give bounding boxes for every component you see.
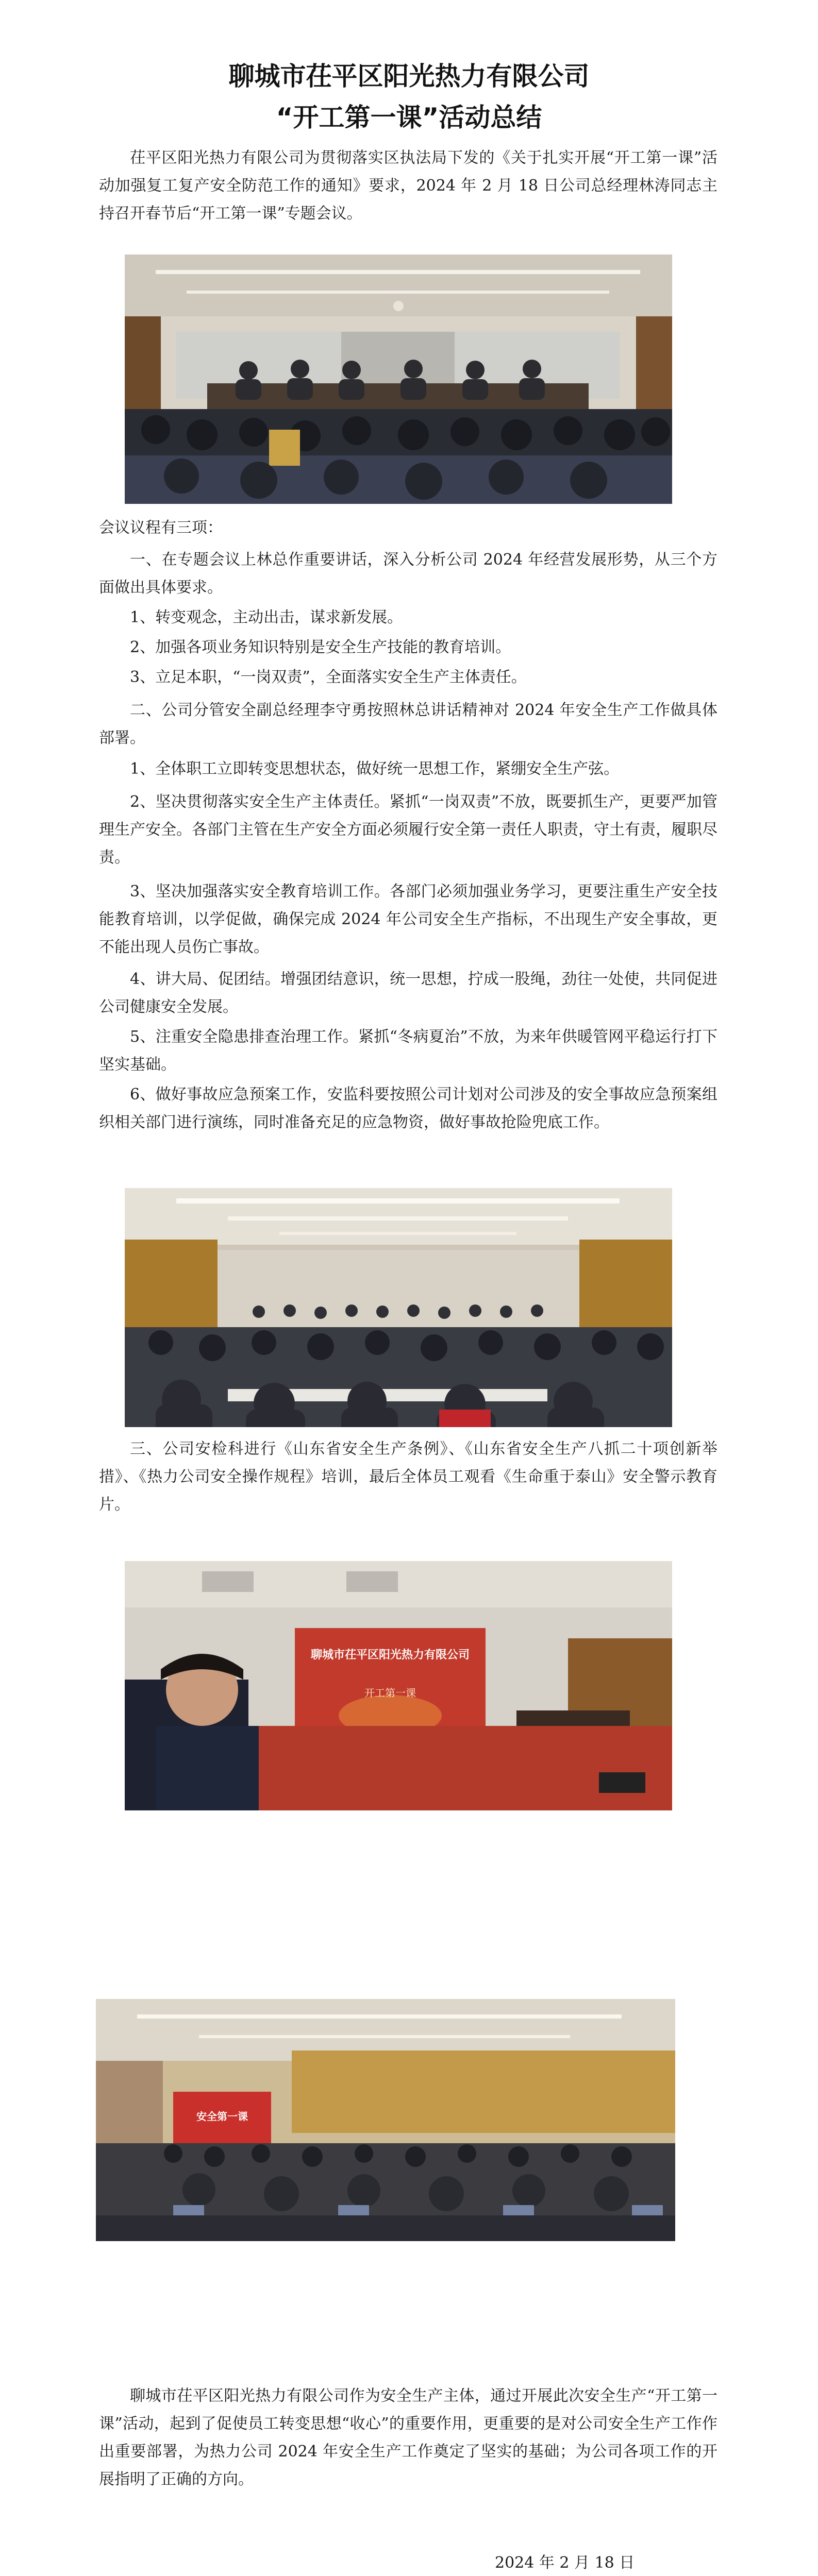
section-2-item-6: 6、做好事故应急预案工作，安监科要按照公司计划对公司涉及的安全事故应急预案组织相关部门进行演练，同时准备充足的应急物资，做好事故抢险兜底工作。 [99,1086,717,1131]
section-1-item-3: 3、立足本职，“一岗双责”，全面落实安全生产主体责任。 [130,668,527,686]
section-2-item-4: 4、讲大局、促团结。增强团结意识，统一思想，拧成一股绳，劲往一处使，共同促进公司健康安全发展。 [99,970,717,1016]
agenda-line: 会议议程有三项： [99,519,223,537]
screen-text: 安全第一课 [196,2110,248,2123]
section-1-item-2: 2、加强各项业务知识特别是安全生产技能的教育培训。 [130,638,511,656]
meeting-photo-2 [125,1188,672,1427]
conclusion-paragraph: 聊城市茌平区阳光热力有限公司作为安全生产主体，通过开展此次安全生产“开工第一课”活动，起到了促使员工转变思想“收心”的重要作用，更重要的是对公司安全生产工作作出重要部署，为热力公司 2024 年安全生产工作奠定了坚实的基础；为公司各项工作的开展指明了正确的方向。 [99,2387,717,2488]
section-1-item-1: 1、转变观念，主动出击，谋求新发展。 [130,608,403,626]
section-2-item-2: 2、坚决贯彻落实安全生产主体责任。紧抓“一岗双责”不放，既要抓生产，更要严加管理生产安全。各部门主管在生产安全方面必须履行安全第一责任人职责，守土有责，履职尽责。 [99,793,717,867]
document-title-line1: 聊城市茌平区阳光热力有限公司 [228,61,590,91]
meeting-photo-1 [125,255,672,504]
meeting-photo-3 [125,1561,672,1810]
section-2-item-3: 3、坚决加强落实安全教育培训工作。各部门必须加强业务学习，更要注重生产安全技能教育培训，以学促做，确保完成 2024 年公司安全生产指标，不出现生产安全事故，更不能出现人员伤亡事故。 [99,883,717,956]
document-date: 2024 年 2 月 18 日 [495,2554,635,2572]
slide-subtitle: 开工第一课 [364,1687,416,1699]
section-2-item-1: 1、全体职工立即转变思想状态，做好统一思想工作，紧绷安全生产弦。 [130,760,620,778]
meeting-photo-4 [96,1999,675,2241]
slide-company-name: 聊城市茌平区阳光热力有限公司 [310,1649,470,1662]
intro-paragraph: 茌平区阳光热力有限公司为贯彻落实区执法局下发的《关于扎实开展“开工第一课”活动加强复工复产安全防范工作的通知》要求，2024 年 2 月 18 日公司总经理林涛同志主持召开春节后“开工第一课”专题会议。 [99,149,717,223]
document-title-line2: “开工第一课”活动总结 [276,103,542,132]
section-2-paragraph: 二、公司分管安全副总经理李守勇按照林总讲话精神对 2024 年安全生产工作做具体部署。 [99,701,717,747]
section-3-paragraph: 三、公司安检科进行《山东省安全生产条例》、《山东省安全生产八抓二十项创新举措》、《热力公司安全操作规程》培训，最后全体员工观看《生命重于泰山》安全警示教育片。 [99,1440,717,1514]
section-1-paragraph: 一、在专题会议上林总作重要讲话，深入分析公司 2024 年经营发展形势，从三个方面做出具体要求。 [99,551,717,597]
section-2-item-5: 5、注重安全隐患排查治理工作。紧抓“冬病夏治”不放，为来年供暖管网平稳运行打下坚实基础。 [99,1028,717,1074]
